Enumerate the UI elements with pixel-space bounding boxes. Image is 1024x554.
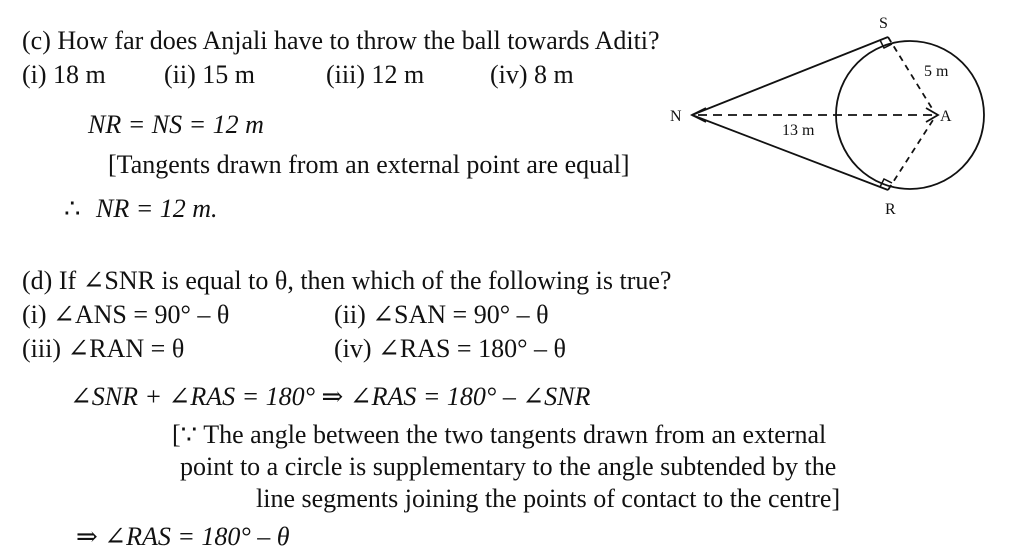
- part-d-question: (d) If ∠SNR is equal to θ, then which of the following is true?: [22, 266, 672, 295]
- part-d-option-2: (ii) ∠SAN = 90° – θ: [334, 300, 549, 329]
- part-c-reason: [Tangents drawn from an external point are equal]: [108, 150, 630, 179]
- tangent-ns: [692, 37, 888, 115]
- part-d-option-4: (iv) ∠RAS = 180° – θ: [334, 334, 566, 363]
- part-c-option-3: (iii) 12 m: [326, 60, 425, 89]
- part-d-reason-line-1: [∵ The angle between the two tangents drawn from an external: [172, 420, 827, 449]
- label-a: A: [940, 108, 952, 125]
- part-d-reason-line-3: line segments joining the points of contact to the centre]: [256, 484, 841, 513]
- label-r: R: [885, 201, 896, 218]
- part-d-final: ⇒ ∠RAS = 180° – θ: [76, 522, 290, 551]
- radius-ar: [888, 120, 933, 190]
- part-c-answer: NR = 12 m.: [96, 194, 218, 223]
- part-d-option-3: (iii) ∠RAN = θ: [22, 334, 185, 363]
- label-radius: 5 m: [924, 63, 949, 80]
- part-c-option-1: (i) 18 m: [22, 60, 106, 89]
- part-c-option-2: (ii) 15 m: [164, 60, 255, 89]
- label-s: S: [879, 15, 888, 32]
- part-d-option-1: (i) ∠ANS = 90° – θ: [22, 300, 230, 329]
- part-d-step-1: ∠SNR + ∠RAS = 180° ⇒ ∠RAS = 180° – ∠SNR: [70, 382, 591, 411]
- part-d-reason-line-2: point to a circle is supplementary to the angle subtended by the: [180, 452, 837, 481]
- part-c-question: (c) How far does Anjali have to throw the ball towards Aditi?: [22, 26, 660, 55]
- part-c-option-4: (iv) 8 m: [490, 60, 574, 89]
- therefore-symbol: ∴: [64, 194, 81, 223]
- label-n: N: [670, 108, 682, 125]
- part-c-solution-equation: NR = NS = 12 m: [88, 110, 264, 139]
- label-distance: 13 m: [782, 122, 815, 139]
